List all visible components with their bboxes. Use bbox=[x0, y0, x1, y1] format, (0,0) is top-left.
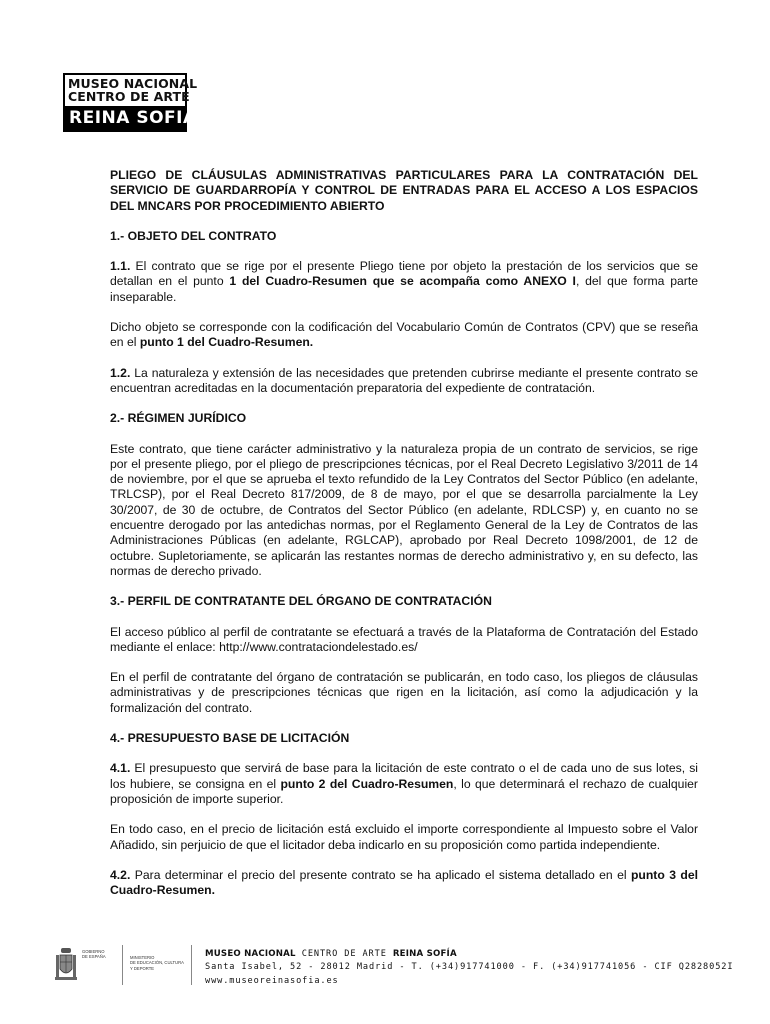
museum-website: www.museoreinasofia.es bbox=[205, 975, 339, 986]
paragraph-bold-text: punto 1 del Cuadro-Resumen. bbox=[139, 335, 314, 350]
paragraph-text: , lo que determinará el rechazo de cualquier proposición de importe superior. bbox=[110, 776, 698, 806]
paragraph-text: La naturaleza y extensión de las necesidades que pretenden cubrirse mediante el presente contrato se encuentran acreditadas en la documentación preparatoria del expediente de contratación. bbox=[110, 365, 698, 395]
logo-line-1: MUSEO NACIONAL bbox=[68, 76, 198, 91]
paragraph-3-2: En el perfil de contratante del órgano de contratación se publicarán, en todo caso, los pliegos de cláusulas administrativas y de prescripciones técnicas que rigen en la licitación, así como la adjudicación y la formalización del contrato. bbox=[110, 670, 698, 715]
paragraph-1-2 bbox=[110, 366, 698, 397]
paragraph-bold-text: 1 del Cuadro-Resumen que se acompaña como ANEXO I bbox=[229, 274, 576, 289]
clause-number: 4.1. bbox=[110, 761, 131, 776]
logo-line-3: REINA SOFIA bbox=[65, 106, 185, 130]
page-footer bbox=[55, 945, 734, 991]
paragraph-2-1: Este contrato, que tiene carácter administrativo y la naturaleza propia de un contrato de servicios, se rige por el presente pliego, por el pliego de prescripciones técnicas, por el Real Decreto Legislativo 3/2011 de 14 de noviembre, por el que se aprueba el texto refundido de la Ley Contratos del Sector Público (en adelante, TRLCSP), por el Real Decreto 817/2009, de 8 de mayo, por el que se desarrolla parcialmente la Ley 30/2007, de 30 de octubre, de Contratos del Sector Público (en adelante, RDLCSP) y, en cuanto no se encuentre derogado por las antedichas normas, por el Reglamento General de la Ley de Contratos de las Administraciones Públicas (en adelante, RGLCAP), aprobado por Real Decreto 1098/2001, de 12 de octubre. Supletoriamente, se aplicarán las restantes normas de derecho administrativo y, en su defecto, las normas de derecho privado. bbox=[110, 441, 698, 578]
logo-line-2: CENTRO DE ARTE bbox=[68, 89, 190, 104]
document-body bbox=[110, 168, 698, 898]
ministry-label: MINISTERIO DE EDUCACIÓN, CULTURA Y DEPORTE bbox=[130, 955, 184, 971]
paragraph-text: El presupuesto que servirá de base para la licitación de este contrato o el de cada uno de sus lotes, si los hubiere, se consigna en el bbox=[110, 761, 698, 791]
paragraph-text: Para determinar el precio del presente contrato se ha aplicado el sistema detallado en el bbox=[130, 867, 631, 882]
footer-divider bbox=[122, 945, 123, 985]
section-heading-3: 3.- PERFIL DE CONTRATANTE DEL ÓRGANO DE CONTRATACIÓN bbox=[110, 594, 492, 609]
coat-of-arms-icon bbox=[55, 947, 77, 981]
document-title: PLIEGO DE CLÁUSULAS ADMINISTRATIVAS PARTICULARES PARA LA CONTRATACIÓN DEL SERVICIO DE GUARDARROPÍA Y CONTROL DE ENTRADAS PARA EL ACCESO A LOS ESPACIOS DEL MNCARS POR PROCEDIMIENTO ABIERTO bbox=[110, 168, 698, 213]
footer-divider bbox=[191, 945, 192, 985]
museum-name bbox=[205, 948, 733, 961]
clause-number: 1.2. bbox=[110, 365, 131, 380]
paragraph-1-cpv bbox=[110, 320, 698, 351]
museum-name-mid: CENTRO DE ARTE bbox=[295, 949, 393, 959]
paragraph-1-1 bbox=[110, 259, 698, 305]
clause-number: 4.2. bbox=[110, 867, 131, 882]
paragraph-bold-text: punto 3 del Cuadro-Resumen. bbox=[110, 867, 698, 898]
paragraph-4-iva: En todo caso, en el precio de licitación está excluido el importe correspondiente al Impuesto sobre el Valor Añadido, sin perjuicio de que el licitador deba indicarlo en su proposición como partida independiente. bbox=[110, 822, 698, 852]
section-heading-1: 1.- OBJETO DEL CONTRATO bbox=[110, 228, 277, 243]
museum-contact bbox=[205, 948, 733, 988]
paragraph-4-2 bbox=[110, 868, 698, 899]
paragraph-bold-text: punto 2 del Cuadro-Resumen bbox=[280, 776, 454, 791]
paragraph-3-1: El acceso público al perfil de contratante se efectuará a través de la Plataforma de Contratación del Estado mediante el enlace: http://www.contrataciondelestado.es/ bbox=[110, 624, 698, 654]
museum-name-bold: REINA SOFÍA bbox=[392, 949, 457, 959]
section-heading-4: 4.- PRESUPUESTO BASE DE LICITACIÓN bbox=[110, 731, 350, 746]
museum-logo bbox=[63, 73, 198, 132]
museum-name-bold: MUSEO NACIONAL bbox=[205, 949, 296, 959]
government-label: GOBIERNO DE ESPAÑA bbox=[82, 949, 106, 960]
clause-number: 1.1. bbox=[110, 259, 131, 274]
paragraph-text: El contrato que se rige por el presente Pliego tiene por objeto la prestación de los servicios que se detallan en el punto bbox=[110, 259, 698, 289]
section-heading-2: 2.- RÉGIMEN JURÍDICO bbox=[110, 411, 247, 426]
paragraph-text: Dicho objeto se corresponde con la codificación del Vocabulario Común de Contratos (CPV) que se reseña en el bbox=[110, 320, 698, 350]
museum-address: Santa Isabel, 52 - 28012 Madrid - T. (+34)917741000 - F. (+34)917741056 - CIF Q2828052I bbox=[205, 962, 734, 973]
paragraph-text: , del que forma parte inseparable. bbox=[110, 274, 698, 304]
paragraph-4-1 bbox=[110, 761, 698, 807]
